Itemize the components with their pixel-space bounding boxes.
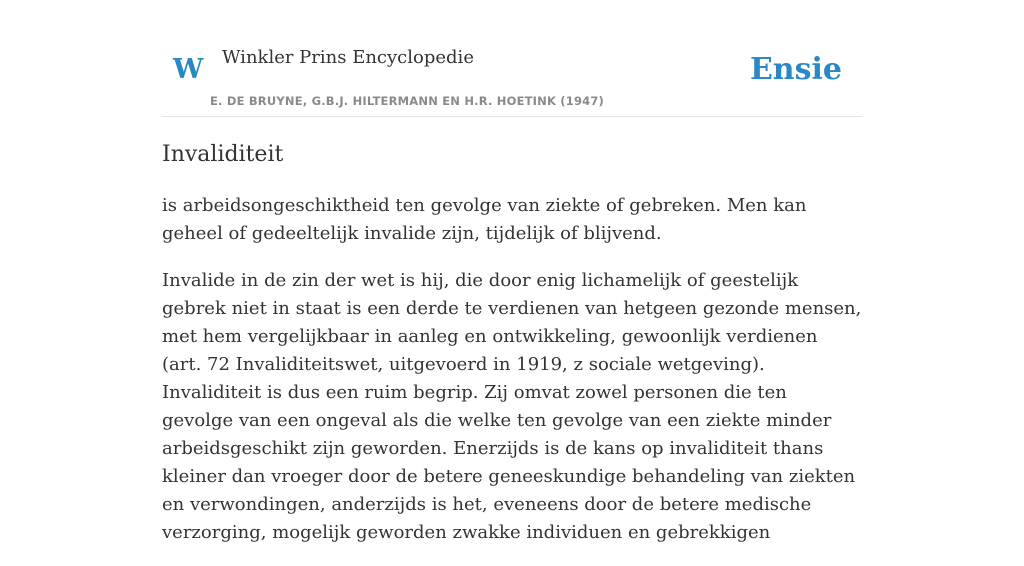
- source-header: [162, 0, 862, 117]
- article-body: [162, 192, 862, 566]
- article-paragraph: is arbeidsongeschiktheid ten gevolge van ziekte of gebreken. Men kan geheel of gedeeltelijk invalide zijn, tijdelijk of blijvend.: [162, 195, 807, 244]
- article-paragraph: Invalide in de zin der wet is hij, die door enig lichamelijk of geestelijk gebrek niet in staat is een derde te verdienen van hetgeen gezonde mensen, met hem vergelijkbaar in aanleg en ontwikkeling, gewoonlijk verdienen (art. 72 Invaliditeitswet, uitgevoerd in 1919, z sociale wetgeving). Invaliditeit is dus een ruim begrip. Zij omvat zowel personen die ten gevolge van een ongeval als die welke ten gevolge van een ziekte minder arbeidsgeschikt zijn geworden. Enerzijds is de kans op invaliditeit thans kleiner dan vroeger door de betere geneeskundige behandeling van ziekten en verwondingen, anderzijds is het, eveneens door de betere medische verzorging, mogelijk geworden zwakke individuen en gebrekkigen: [162, 270, 862, 543]
- page: [162, 0, 862, 543]
- source-authors: E. DE BRUYNE, G.B.J. HILTERMANN EN H.R. HOETINK (1947): [210, 94, 605, 108]
- source-title[interactable]: Winkler Prins Encyclopedie: [222, 47, 474, 68]
- ensie-logo[interactable]: Ensie: [749, 52, 842, 87]
- source-logo[interactable]: W: [173, 54, 204, 85]
- article-title: Invaliditeit: [162, 142, 284, 167]
